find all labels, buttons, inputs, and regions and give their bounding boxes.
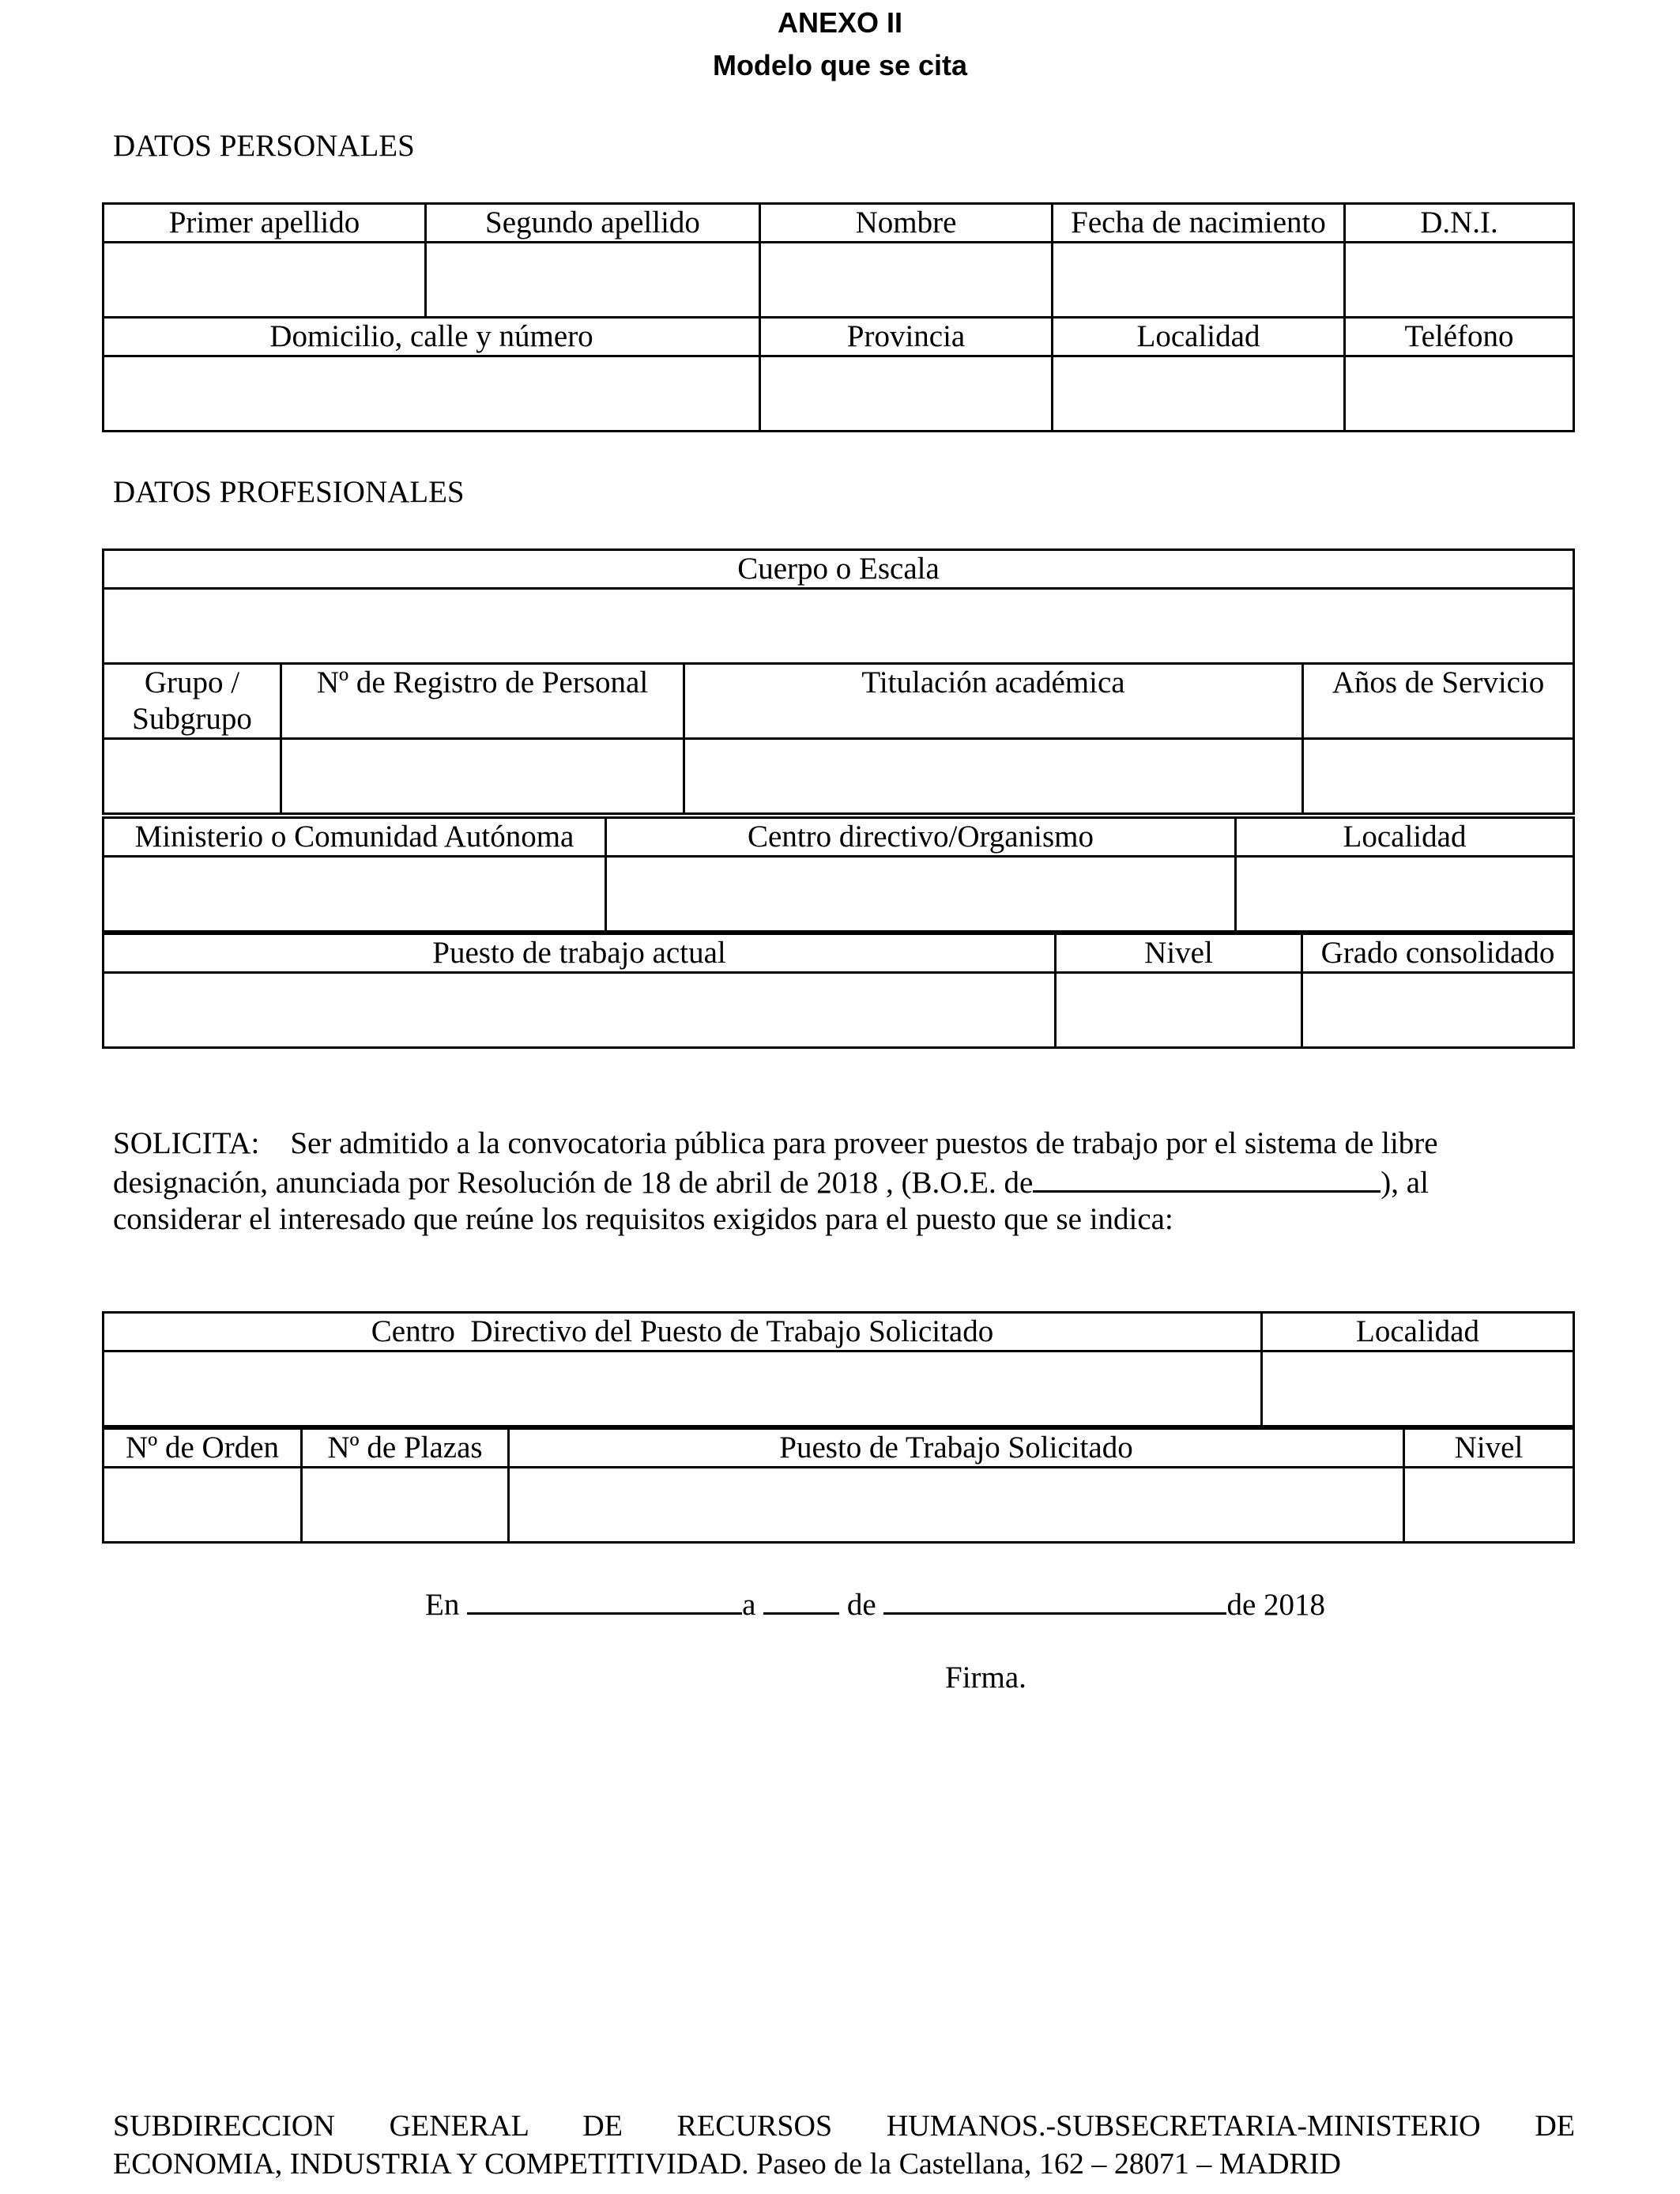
header-domicilio: Domicilio, calle y número	[104, 318, 760, 356]
request-paragraph	[113, 1125, 1575, 1238]
field-numero-plazas[interactable]	[302, 1468, 509, 1543]
field-puesto-solicitado[interactable]	[509, 1468, 1404, 1543]
field-centro-directivo[interactable]	[606, 857, 1236, 932]
field-cuerpo-escala[interactable]	[104, 589, 1574, 664]
field-localidad-prof[interactable]	[1236, 857, 1574, 932]
field-localidad-solicitada[interactable]	[1262, 1351, 1574, 1427]
header-localidad-solicitada: Localidad	[1262, 1313, 1574, 1351]
professional-data-table-a	[102, 548, 1575, 815]
header-cuerpo-escala: Cuerpo o Escala	[104, 550, 1574, 589]
field-titulacion[interactable]	[684, 739, 1303, 814]
date-a-label: a	[742, 1588, 756, 1622]
header-grupo-subgrupo: Grupo / Subgrupo	[104, 664, 281, 739]
field-ministerio[interactable]	[104, 857, 606, 932]
header-nivel-solicitado: Nivel	[1404, 1429, 1574, 1468]
field-localidad[interactable]	[1053, 356, 1345, 432]
field-grado-consolidado[interactable]	[1302, 973, 1574, 1048]
header-nivel-actual: Nivel	[1056, 934, 1302, 973]
date-line	[425, 1584, 1325, 1623]
date-en-label: En	[425, 1588, 460, 1622]
header-telefono: Teléfono	[1345, 318, 1574, 356]
date-de-label: de	[846, 1588, 876, 1622]
field-domicilio[interactable]	[104, 356, 760, 432]
header-nombre: Nombre	[760, 204, 1053, 243]
field-primer-apellido[interactable]	[104, 243, 426, 318]
field-nivel-solicitado[interactable]	[1404, 1468, 1574, 1543]
field-provincia[interactable]	[760, 356, 1053, 432]
header-puesto-actual: Puesto de trabajo actual	[104, 934, 1056, 973]
personal-data-table	[102, 202, 1575, 432]
field-telefono[interactable]	[1345, 356, 1574, 432]
header-puesto-solicitado: Puesto de Trabajo Solicitado	[509, 1429, 1404, 1468]
field-dni[interactable]	[1345, 243, 1574, 318]
field-anos-servicio[interactable]	[1303, 739, 1574, 814]
field-centro-solicitado[interactable]	[104, 1351, 1262, 1427]
header-fecha-nacimiento: Fecha de nacimiento	[1053, 204, 1345, 243]
day-blank[interactable]	[763, 1584, 839, 1615]
professional-data-table-b	[102, 816, 1575, 933]
header-localidad: Localidad	[1053, 318, 1345, 356]
header-segundo-apellido: Segundo apellido	[426, 204, 760, 243]
field-fecha-nacimiento[interactable]	[1053, 243, 1345, 318]
request-line-1: SOLICITA: Ser admitido a la convocatoria pública para proveer puestos de trabajo por el sistema de libre	[113, 1126, 1438, 1160]
request-line-2-text: designación, anunciada por Resolución de 18 de abril de 2018 , (B.O.E. de	[113, 1166, 1034, 1200]
request-line-2	[113, 1162, 1575, 1201]
header-provincia: Provincia	[760, 318, 1053, 356]
field-registro-personal[interactable]	[281, 739, 684, 814]
request-line-2-end: ), al	[1381, 1166, 1429, 1200]
header-anos-servicio: Años de Servicio	[1303, 664, 1574, 739]
field-puesto-actual[interactable]	[104, 973, 1056, 1048]
field-grupo-subgrupo[interactable]	[104, 739, 281, 814]
footer-line-2: ECONOMIA, INDUSTRIA Y COMPETITIVIDAD. Paseo de la Castellana, 162 – 28071 – MADRID	[113, 2147, 1341, 2181]
header-centro-directivo: Centro directivo/Organismo	[606, 818, 1236, 857]
place-blank[interactable]	[467, 1584, 742, 1615]
header-primer-apellido: Primer apellido	[104, 204, 426, 243]
footer-line-1: SUBDIRECCION GENERAL DE RECURSOS HUMANOS.-SUBSECRETARIA-MINISTERIO DE	[113, 2109, 1575, 2143]
annex-title: ANEXO II	[777, 6, 903, 39]
date-year-label: de 2018	[1226, 1588, 1326, 1622]
header-registro-personal: Nº de Registro de Personal	[281, 664, 684, 739]
header-grado-consolidado: Grado consolidado	[1302, 934, 1574, 973]
boe-date-blank[interactable]	[1033, 1162, 1381, 1193]
header-numero-orden: Nº de Orden	[104, 1429, 302, 1468]
annex-subtitle: Modelo que se cita	[712, 49, 968, 81]
requested-position-table-a	[102, 1311, 1575, 1427]
month-blank[interactable]	[883, 1584, 1226, 1615]
signature-label: Firma.	[945, 1661, 1026, 1695]
header-localidad-prof: Localidad	[1236, 818, 1574, 857]
field-segundo-apellido[interactable]	[426, 243, 760, 318]
professional-data-table-c	[102, 933, 1575, 1049]
header-centro-solicitado: Centro Directivo del Puesto de Trabajo Solicitado	[104, 1313, 1262, 1351]
field-nombre[interactable]	[760, 243, 1053, 318]
field-nivel-actual[interactable]	[1056, 973, 1302, 1048]
header-titulacion: Titulación académica	[684, 664, 1303, 739]
requested-position-table-b	[102, 1427, 1575, 1544]
request-line-3: considerar el interesado que reúne los requisitos exigidos para el puesto que se indica:	[113, 1202, 1173, 1236]
personal-section-heading: DATOS PERSONALES	[113, 129, 415, 163]
header-dni: D.N.I.	[1345, 204, 1574, 243]
field-numero-orden[interactable]	[104, 1468, 302, 1543]
header-ministerio: Ministerio o Comunidad Autónoma	[104, 818, 606, 857]
professional-section-heading: DATOS PROFESIONALES	[113, 475, 465, 509]
header-numero-plazas: Nº de Plazas	[302, 1429, 509, 1468]
